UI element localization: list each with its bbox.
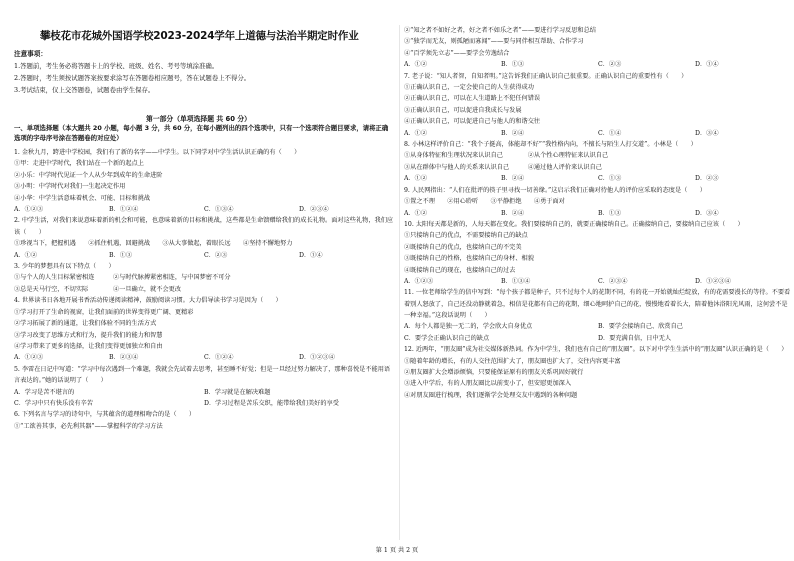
option: B．学习就是在解决难题 bbox=[204, 388, 271, 396]
question-stem: 12. 近两年，“朋友圈”成为社交媒体新热词。作为中学生，我们也有自己的“朋友圈”。以下对中学生生活中的“朋友圈”认识正确的是（ ） bbox=[404, 346, 788, 354]
note-item: 3.考试结束，仅上交答题卷，试题卷由学生保存。 bbox=[14, 86, 155, 94]
question-stem: 4. 世界读书日各地开展书香活动传递阅读精神，鼓励阅读习惯。大力倡导读书学习是因为（ ） bbox=[14, 297, 282, 305]
option: C．②③④ bbox=[598, 277, 628, 285]
q5-options bbox=[14, 398, 394, 409]
question-stem: 11. 一位老师给学生的信中写到：“每个孩子都是种子，只不过每个人的花期不同，有的花一开始就灿烂绽放，有的花需要漫长的等待。不要看着别人怒放了，自己还没动静就着急，相信是花都有自己的花期，细心地呵护自己的花，慢慢地看着长大，陪着他沐浴阳光风雨，这何尝不是一种幸福。”这段话说明（ ） bbox=[404, 289, 791, 320]
section-one-heading: 一、单项选择题（本大题共 20 小题，每小题 3 分，共 60 分，在每小题列出的四个选项中，只有一个选项符合题目要求，请将正确选项的字母序号涂在答题卷的对应处） bbox=[14, 124, 389, 142]
option: C．要学会正确认识自己的缺点 bbox=[404, 334, 490, 342]
option: B．②④ bbox=[501, 209, 525, 217]
page-title: 攀枝花市花城外国语学校2023-2024学年上道德与法治半期定时作业 bbox=[40, 30, 359, 42]
note-item: 1.答题前，考生务必将答题卡上的学校、班级、姓名、考号等填涂准确。 bbox=[14, 62, 219, 70]
option: D．①④ bbox=[695, 61, 719, 69]
option: A．①② bbox=[404, 61, 428, 69]
statement: ①学习打开了生命的视窗，让我们面前的世界变得更广阔、更精彩 bbox=[14, 308, 194, 316]
statement: ④对朋友圈进行梳理，我们逐渐学会处理交友中遇到的各种问题 bbox=[404, 391, 578, 399]
q4-options bbox=[14, 352, 394, 363]
question-stem: 8. 小林这样评价自己：“我个子挺高，体能却不好”“我性格内向，不擅长与陌生人打交道”。小林是（ ） bbox=[404, 141, 697, 149]
option: B．①③④ bbox=[501, 277, 531, 285]
questions-left bbox=[14, 147, 394, 432]
option: B．要学会接纳自己、欣赏自己 bbox=[598, 323, 683, 331]
option: C．学习中只有快乐没有辛苦 bbox=[14, 399, 93, 407]
option: B．①③ bbox=[109, 251, 133, 259]
statement: ①甲：走进中学时代，我们站在一个新的起点上 bbox=[14, 160, 144, 168]
option: A．①②③ bbox=[14, 354, 44, 362]
question-stem: 1. 金秋九月，跨进中学校园，我们有了新的名字——中学生。以下同学对中学生活认识正确的有（ ） bbox=[14, 149, 301, 156]
part-one-title: 第一部分（单项选择题 共 60 分） bbox=[146, 115, 251, 123]
option: A．①② bbox=[404, 175, 428, 183]
questions-right bbox=[404, 25, 792, 401]
q2-options bbox=[14, 250, 394, 261]
option: C．①③④ bbox=[204, 206, 234, 214]
statement: ③“独学而无友，则孤陋而寡闻”——要与同伴相互帮助、合作学习 bbox=[404, 38, 584, 46]
q5-options bbox=[14, 387, 394, 398]
option: D．①④ bbox=[299, 251, 323, 259]
option: A．①② bbox=[404, 209, 428, 217]
statement: ③小明：中学时代对我们一生起决定作用 bbox=[14, 183, 126, 191]
q1-options bbox=[14, 204, 394, 215]
statement: ④学习带来了更多的选择，让我们变得更加独立和自由 bbox=[14, 342, 163, 350]
option: D．①②③④ bbox=[695, 277, 731, 285]
question-stem: 10. 太阳每天都是新的，人每天都在变化。我们要接纳自己的，就要正确接纳自己。正确接纳自己，要接纳自己应该（ ） bbox=[404, 220, 744, 228]
q9-options bbox=[404, 208, 792, 219]
option: D．要充满自信，日中无人 bbox=[598, 334, 672, 342]
statement: ④小华：中学生活意味着机会、可能、目标和挑战 bbox=[14, 194, 151, 202]
statement: ②学习拓展了新的通道，让我们体验不同的生活方式 bbox=[14, 320, 157, 328]
statement: ③学习改变了思维方式和行为，提升我们的能力和智慧 bbox=[14, 331, 163, 339]
statement: ①“工欲善其事，必先利其器”——掌握科学的学习方法 bbox=[14, 422, 163, 430]
statement: ②“知之者不如好之者，好之者不如乐之者”——要进行学习反思和总结 bbox=[404, 27, 596, 34]
option: C．①②④ bbox=[204, 354, 234, 362]
question-stem: 5. 李雷在日记中写道：“学习中每次遇到一个难题，我就会先试着去思考，甚至睡不好觉；但是一旦经过努力解决了，那种喜悦是不能用语言表达的。”她的话说明了（ ） bbox=[14, 365, 391, 385]
option: D．②③ bbox=[695, 175, 719, 183]
statement: ①只接纳自己的优点，不需要接纳自己的缺点 bbox=[404, 232, 528, 240]
statement: ①正确认识自己，一定会使自己的人生获得成功 bbox=[404, 84, 534, 92]
statement: ①置之不理 ②用心聆听 ③平静拒绝 ④勇于面对 bbox=[404, 198, 565, 206]
option: D．③④ bbox=[695, 209, 719, 217]
statement: ①与个人的人生目标紧密相连 ②与时代脉搏紧密相连，与中国梦密不可分 bbox=[14, 274, 231, 282]
option: C．②③ bbox=[598, 61, 622, 69]
option: D．②③④ bbox=[299, 206, 329, 214]
option: B．①②④ bbox=[109, 206, 139, 214]
option: A．①②③ bbox=[404, 277, 434, 285]
statement: ④既接纳自己的现在，也接纳自己的过去 bbox=[404, 266, 516, 274]
option: B．①③ bbox=[598, 209, 622, 217]
page-footer: 第 1 页 共 2 页 bbox=[375, 547, 419, 554]
q11-options bbox=[404, 333, 792, 344]
question-stem: 2. 中学生活，对我们来说意味着新的机会和可能，也意味着新的目标和挑战，这些都是生命馈赠给我们的成长礼物。面对这些礼物，我们应该（ ） bbox=[14, 217, 394, 236]
statement: ①珍视当下，把握机遇 ②抓住机遇，回避挑战 ③从大事做起，着眼长远 ④坚持不懈地努力 bbox=[14, 240, 293, 248]
question-stem: 7. 老子说：“知人者智，自知者明。”这告诉我们正确认识自己很重要。正确认识自己的重要性有（ ） bbox=[404, 72, 688, 80]
option: D．①②③④ bbox=[299, 354, 335, 362]
option: A．每个人都是独一无二的，学会欣大自身优点 bbox=[404, 323, 533, 331]
exam-notes bbox=[14, 48, 394, 96]
question-stem: 9. 人民网指出：“人们在批评的筷子里寻找一切善缘。”这启示我们正确对待他人的评价应采取的态度是（ ） bbox=[404, 186, 706, 194]
option: C．①④ bbox=[598, 129, 622, 137]
q8-options bbox=[404, 173, 792, 184]
q11-options bbox=[404, 321, 792, 332]
note-item: 2.答题时，考生须按试题答案按要求涂写在答题卷相应题号，答在试题卷上不得分。 bbox=[14, 74, 251, 82]
option: C．①③ bbox=[598, 175, 622, 183]
statement: ②朋友圈扩大会增添烦恼，只要能保证原有的朋友关系巩固好就行 bbox=[404, 368, 584, 376]
statement: ①从身体特征和生理状况来认识自己 ②从个性心理特征来认识自己 bbox=[404, 152, 609, 160]
statement: ③进入中学后，有的人朋友圈比以前变小了，但安慰更加深入 bbox=[404, 380, 572, 388]
option: B．②③④ bbox=[109, 354, 139, 362]
option: A．①②③ bbox=[14, 206, 44, 214]
question-stem: 3. 少年的梦想具有以下特点（ ） bbox=[14, 263, 115, 271]
statement: ③正确认识自己，可以促进自我成长与发展 bbox=[404, 106, 522, 114]
option: C．②③ bbox=[204, 251, 228, 259]
q6-options bbox=[404, 59, 792, 70]
statement: ①随着年龄的增长，有的人交往范围扩大了，朋友圈也扩大了，交往内容更丰富 bbox=[404, 357, 621, 365]
statement: ②正确认识自己，可以在人生道路上不犯任何错误 bbox=[404, 95, 541, 103]
option: B．②④ bbox=[501, 175, 525, 183]
option: A．学习是苦不堪言的 bbox=[14, 388, 75, 396]
q10-options bbox=[404, 276, 792, 287]
option: A．①② bbox=[14, 251, 38, 259]
statement: ②小乐：中学时代见证一个人从少年到成年的生命进阶 bbox=[14, 171, 163, 179]
statement: ②既接纳自己的优点，也接纳自己的不完美 bbox=[404, 243, 522, 251]
statement: ④正确认识自己，可以促进自己与他人的和谐交往 bbox=[404, 118, 541, 126]
statement: ③总是天马行空，不切实际 ④一旦确立，就不会更改 bbox=[14, 285, 182, 293]
option: B．②④ bbox=[501, 129, 525, 137]
statement: ③既接纳自己的性格，也接纳自己的身材、相貌 bbox=[404, 255, 534, 263]
statement: ④“百学须先立志”——要学会劳逸结合 bbox=[404, 49, 510, 57]
column-divider bbox=[399, 25, 400, 540]
q7-options bbox=[404, 128, 792, 139]
option: D．学习过程是苦乐交织，能带给我们美好的享受 bbox=[204, 399, 339, 407]
statement: ③从在群体中与他人的关系来认识自己 ④通过他人评价来认识自己 bbox=[404, 163, 602, 171]
option: B．①③ bbox=[501, 61, 525, 69]
notes-heading: 注意事项： bbox=[14, 50, 47, 58]
right-column bbox=[404, 0, 794, 561]
option: D．③④ bbox=[695, 129, 719, 137]
question-stem: 6. 下列名言与学习的诗句中，与其蕴含的道理相吻合的是（ ） bbox=[14, 411, 196, 419]
option: A．①② bbox=[404, 129, 428, 137]
